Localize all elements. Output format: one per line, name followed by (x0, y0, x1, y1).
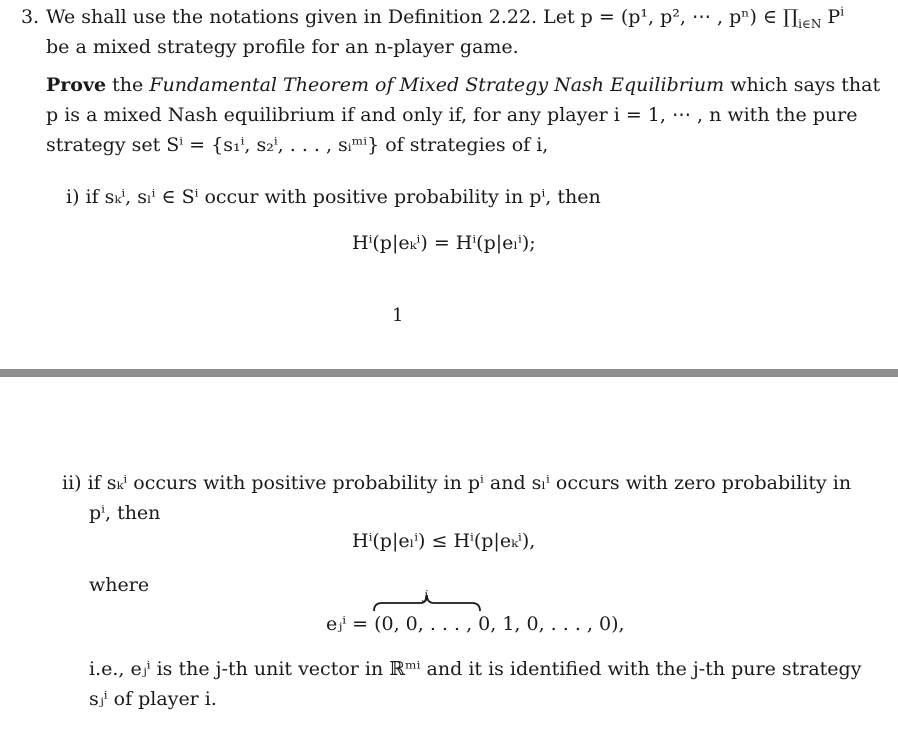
overbrace-label: j (424, 588, 428, 602)
condition-ii-line-1: ii) if sₖⁱ occurs with positive probability in pⁱ and sₗⁱ occurs with zero probability in (62, 472, 852, 494)
unit-vector-lhs: eⱼⁱ = (326, 613, 375, 635)
condition-i-text: i) if sₖⁱ, sₗⁱ ∈ Sⁱ occur with positive probability in pⁱ, then (66, 186, 601, 208)
item-number: 3. (21, 6, 40, 28)
condition-ii-line-2: pⁱ, then (89, 502, 161, 524)
prove-tail: which says that (724, 74, 881, 96)
page-number: 1 (392, 305, 404, 326)
paragraph-2-line-2: p is a mixed Nash equilibrium if and only if, for any player i = 1, ⋯ , n with the pure (46, 104, 858, 126)
overbrace-icon (372, 591, 482, 613)
product-after: P (821, 6, 841, 28)
ie-line-1: i.e., eⱼⁱ is the j-th unit vector in ℝᵐⁱ and it is identified with the j-th pure strategy (89, 658, 862, 680)
unit-vector-rhs: (0, 0, . . . , 0, 1, 0, . . . , 0), (374, 613, 625, 635)
ie-line-2: sⱼⁱ of player i. (89, 688, 217, 710)
paragraph-2-line-3: strategy set Sⁱ = {s₁ⁱ, s₂ⁱ, . . . , sᵢᵐⁱ} of strategies of i, (46, 134, 549, 156)
product-subscript: i∈N (798, 16, 822, 31)
paragraph-1-line-1 (46, 2, 844, 32)
paragraph-1-text: We shall use the notations given in Definition 2.22. Let p = (p¹, p², ⋯ , pⁿ) ∈ ∏ (46, 6, 799, 28)
where-word: where (89, 574, 150, 596)
prove-connector: the (106, 74, 150, 96)
product-superscript: i (840, 4, 845, 19)
condition-i-equation: Hⁱ(p|eₖⁱ) = Hⁱ(p|eₗⁱ); (352, 232, 536, 254)
paragraph-2-line-1 (46, 70, 880, 100)
paragraph-1-line-2: be a mixed strategy profile for an n-player game. (46, 36, 519, 58)
condition-ii-equation: Hⁱ(p|eₗⁱ) ≤ Hⁱ(p|eₖⁱ), (352, 530, 536, 552)
theorem-name: Fundamental Theorem of Mixed Strategy Nash Equilibrium (149, 74, 725, 96)
prove-word: Prove (46, 74, 107, 96)
unit-vector-definition (326, 613, 625, 635)
page-divider (0, 369, 898, 377)
